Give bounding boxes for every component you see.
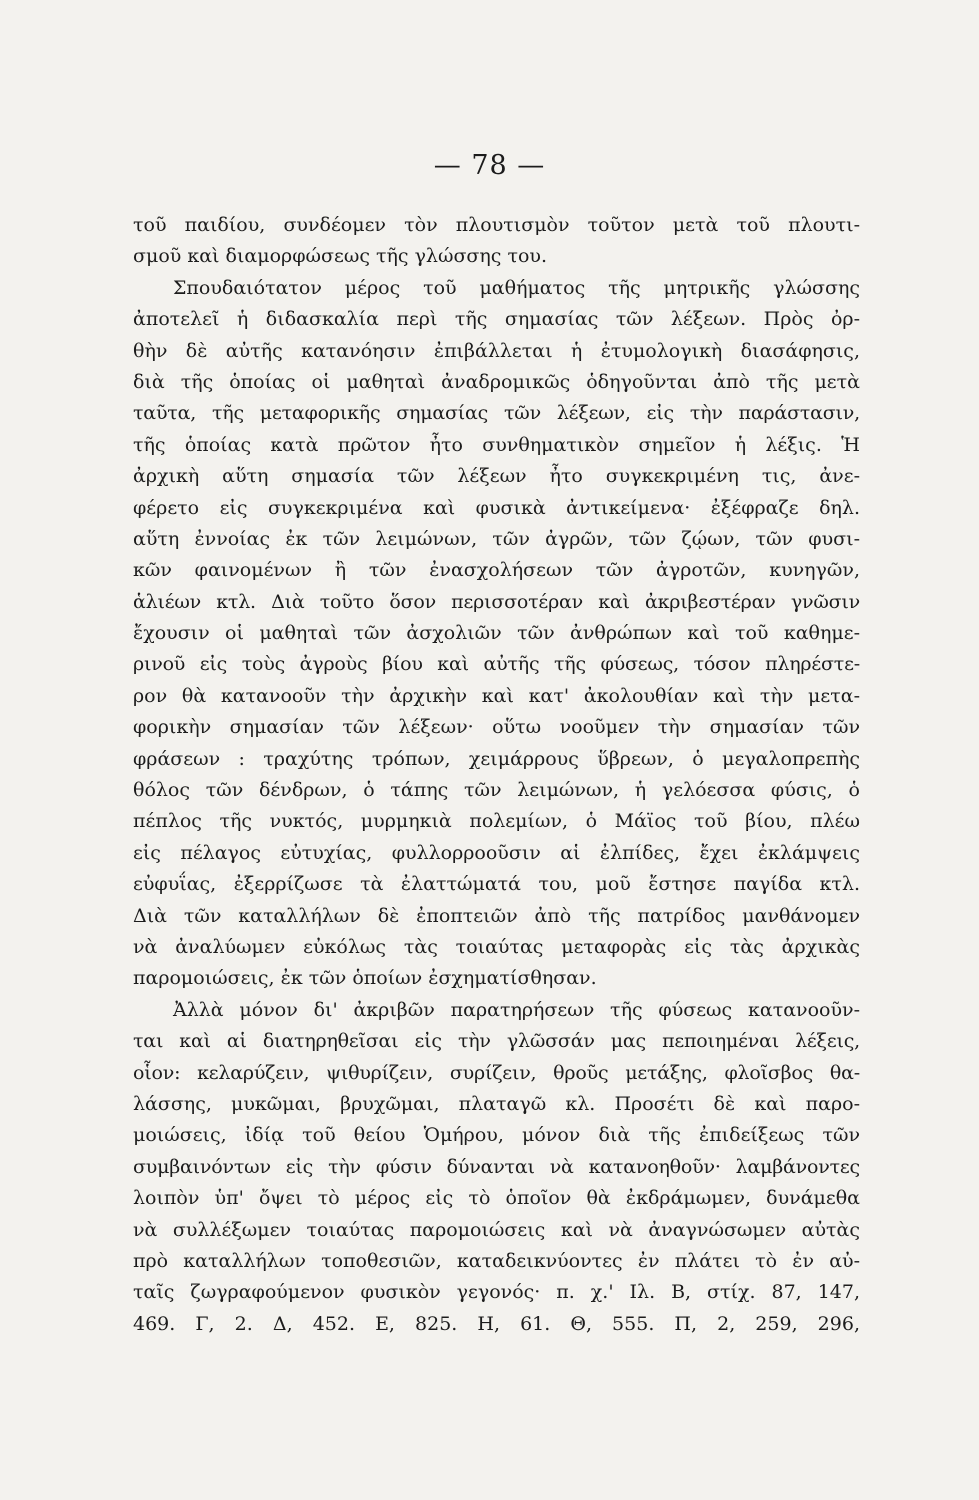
text-line: νὰ συλλέξωμεν τοιαύτας παρομοιώσεις καὶ νὰ ἀναγνώσωμεν αὐτὰς: [133, 1218, 860, 1241]
text-line: Σπουδαιότατον μέρος τοῦ μαθήματος τῆς μητρικῆς γλώσσης: [173, 276, 860, 299]
text-line: πρὸ καταλλήλων τοποθεσιῶν, καταδεικνύοντες ἐν πλάτει τὸ ἐν αὐ-: [133, 1249, 860, 1272]
text-line: φορικὴν σημασίαν τῶν λέξεων· οὕτω νοοῦμεν τὴν σημασίαν τῶν: [133, 716, 860, 739]
text-line: εἰς πέλαγος εὐτυχίας, φυλλορροοῦσιν αἱ ἐλπίδες, ἔχει ἐκλάμψεις: [133, 841, 860, 864]
text-line: νὰ ἀναλύωμεν εὐκόλως τὰς τοιαύτας μεταφορὰς εἰς τὰς ἀρχικὰς: [133, 935, 860, 958]
text-line: φέρετο εἰς συγκεκριμένα καὶ φυσικὰ ἀντικείμενα· ἐξέφραζε δηλ.: [133, 496, 860, 519]
text-line: συμβαινόντων εἰς τὴν φύσιν δύνανται νὰ κατανοηθοῦν· λαμβάνοντες: [133, 1155, 860, 1178]
text-line: διὰ τῆς ὁποίας οἱ μαθηταὶ ἀναδρομικῶς ὁδηγοῦνται ἀπὸ τῆς μετὰ: [133, 370, 860, 393]
text-line: ἀρχικὴ αὕτη σημασία τῶν λέξεων ἦτο συγκεκριμένη τις, ἀνε-: [133, 465, 860, 488]
text-line: Ἀλλὰ μόνον δι' ἀκριβῶν παρατηρήσεων τῆς φύσεως κατανοοῦν-: [173, 998, 860, 1021]
text-line: ἁλιέων κτλ. Διὰ τοῦτο ὅσον περισσοτέραν καὶ ἀκριβεστέραν γνῶσιν: [133, 590, 860, 613]
text-line: λοιπὸν ὑπ' ὄψει τὸ μέρος εἰς τὸ ὁποῖον θὰ ἐκδράμωμεν, δυνάμεθα: [133, 1187, 860, 1210]
body-text: [133, 210, 860, 1340]
text-line: μοιώσεις, ἰδίᾳ τοῦ θείου Ὁμήρου, μόνον διὰ τῆς ἐπιδείξεως τῶν: [133, 1124, 860, 1147]
text-line: σμοῦ καὶ διαμορφώσεως τῆς γλώσσης του.: [133, 245, 548, 268]
text-line: παρομοιώσεις, ἐκ τῶν ὁποίων ἐσχηματίσθησαν.: [133, 967, 597, 990]
text-line: αὕτη ἐννοίας ἐκ τῶν λειμώνων, τῶν ἀγρῶν, τῶν ζῴων, τῶν φυσι-: [133, 527, 860, 550]
text-line: λάσσης, μυκῶμαι, βρυχῶμαι, πλαταγῶ κλ. Προσέτι δὲ καὶ παρο-: [133, 1092, 860, 1115]
text-line: Διὰ τῶν καταλλήλων δὲ ἐποπτειῶν ἀπὸ τῆς πατρίδος μανθάνομεν: [133, 904, 860, 927]
text-line: 469. Γ, 2. Δ, 452. Ε, 825. Η, 61. Θ, 555. Π, 2, 259, 296,: [133, 1312, 860, 1335]
text-line: ταῖς ζωγραφούμενον φυσικὸν γεγονός· π. χ.' Ιλ. Β, στίχ. 87, 147,: [133, 1281, 860, 1304]
text-line: εὐφυΐας, ἐξερρίζωσε τὰ ἐλαττώματά του, μοῦ ἔστησε παγίδα κτλ.: [133, 873, 860, 896]
text-line: ρον θὰ κατανοοῦν τὴν ἀρχικὴν καὶ κατ' ἀκολουθίαν καὶ τὴν μετα-: [133, 684, 860, 707]
text-line: πέπλος τῆς νυκτός, μυρμηκιὰ πολεμίων, ὁ Μάϊος τοῦ βίου, πλέω: [133, 810, 860, 833]
text-line: κῶν φαινομένων ἢ τῶν ἐνασχολήσεων τῶν ἀγροτῶν, κυνηγῶν,: [133, 559, 860, 582]
text-line: ταῦτα, τῆς μεταφορικῆς σημασίας τῶν λέξεων, εἰς τὴν παράστασιν,: [133, 402, 860, 425]
text-line: οἷον: κελαρύζειν, ψιθυρίζειν, συρίζειν, θροῦς μετάξης, φλοῖσβος θα-: [133, 1061, 860, 1084]
text-line: φράσεων : τραχύτης τρόπων, χειμάρρους ὕβρεων, ὁ μεγαλοπρεπὴς: [133, 747, 860, 770]
text-line: ἔχουσιν οἱ μαθηταὶ τῶν ἀσχολιῶν τῶν ἀνθρώπων καὶ τοῦ καθημε-: [133, 622, 860, 645]
text-line: τῆς ὁποίας κατὰ πρῶτον ἦτο συνθηματικὸν σημεῖον ἡ λέξις. Ἡ: [133, 433, 860, 456]
text-line: τοῦ παιδίου, συνδέομεν τὸν πλουτισμὸν τοῦτον μετὰ τοῦ πλουτι-: [133, 214, 860, 236]
text-line: ἀποτελεῖ ἡ διδασκαλία περὶ τῆς σημασίας τῶν λέξεων. Πρὸς ὀρ-: [133, 308, 860, 331]
page-number: — 78 —: [433, 150, 546, 181]
text-line: ται καὶ αἱ διατηρηθεῖσαι εἰς τὴν γλῶσσάν μας πεποιημέναι λέξεις,: [133, 1030, 860, 1053]
text-line: ρινοῦ εἰς τοὺς ἀγροὺς βίου καὶ αὐτῆς τῆς φύσεως, τόσον πληρέστε-: [133, 653, 860, 676]
text-line: θόλος τῶν δένδρων, ὁ τάπης τῶν λειμώνων, ἡ γελόεσσα φύσις, ὁ: [133, 779, 860, 802]
text-line: θὴν δὲ αὐτῆς κατανόησιν ἐπιβάλλεται ἡ ἐτυμολογικὴ διασάφησις,: [133, 339, 860, 362]
